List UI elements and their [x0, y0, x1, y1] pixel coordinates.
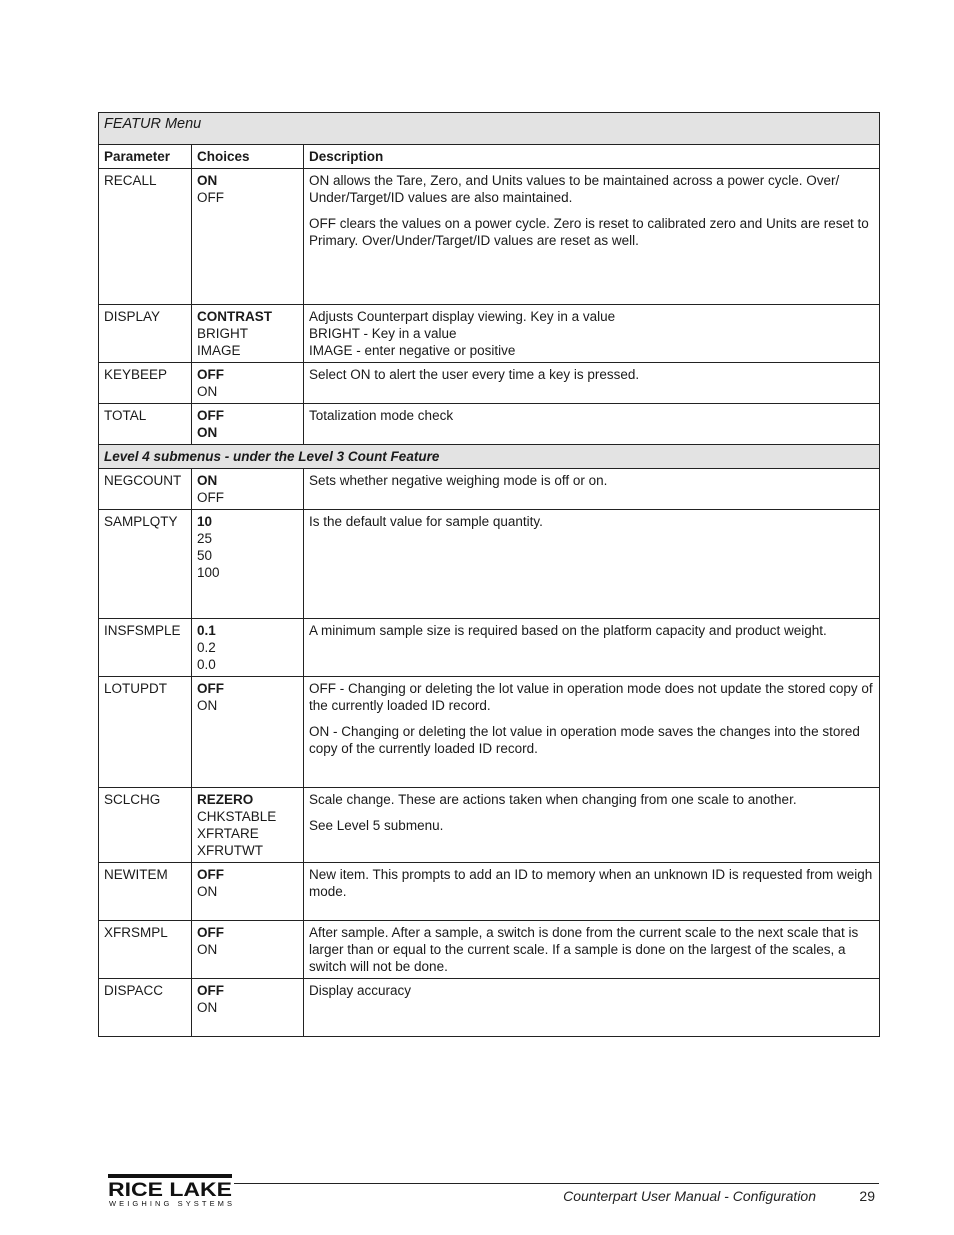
table-header-row: [99, 145, 880, 169]
choice-item: ON: [197, 473, 218, 488]
description-paragraph: ON - Changing or deleting the lot value in operation mode saves the changes into the stored copy of the currently loaded ID record.: [309, 724, 860, 756]
description-cell: [304, 619, 880, 677]
header-parameter: Parameter: [99, 145, 192, 169]
page-number: 29: [859, 1188, 875, 1204]
table-row: [99, 305, 880, 363]
choices-cell: [192, 363, 304, 404]
choices-cell: [192, 619, 304, 677]
submenu-header: Level 4 submenus - under the Level 3 Count Feature: [99, 445, 880, 469]
parameter-cell: DISPACC: [99, 979, 192, 1037]
description-cell: [304, 677, 880, 788]
choice-item: XFRTARE: [197, 826, 259, 841]
parameter-cell: SCLCHG: [99, 788, 192, 863]
choice-item: ON: [197, 173, 218, 188]
description-line: IMAGE - enter negative or positive: [309, 343, 516, 358]
description-cell: [304, 510, 880, 619]
choices-cell: [192, 305, 304, 363]
parameter-cell: NEGCOUNT: [99, 469, 192, 510]
choice-item: ON: [197, 1000, 218, 1015]
choice-item: REZERO: [197, 792, 254, 807]
description-cell: [304, 169, 880, 305]
parameter-cell: DISPLAY: [99, 305, 192, 363]
rice-lake-logo: [108, 1174, 236, 1208]
footer-rule: [234, 1183, 879, 1184]
choice-item: OFF: [197, 367, 224, 382]
choice-item: 50: [197, 548, 213, 563]
description-paragraph: OFF - Changing or deleting the lot value in operation mode does not update the stored copy of the currently loaded ID record.: [309, 681, 873, 713]
choice-item: ON: [197, 698, 218, 713]
parameter-cell: KEYBEEP: [99, 363, 192, 404]
choice-item: 0.2: [197, 640, 216, 655]
choice-item: XFRUTWT: [197, 843, 263, 858]
choice-item: 25: [197, 531, 213, 546]
choice-item: OFF: [197, 681, 224, 696]
choice-item: OFF: [197, 490, 224, 505]
description-paragraph: Display accuracy: [309, 983, 412, 998]
featur-menu-table: [98, 112, 880, 1037]
description-line: Adjusts Counterpart display viewing. Key in a value: [309, 309, 616, 324]
table-row: [99, 469, 880, 510]
description-cell: [304, 404, 880, 445]
description-cell: [304, 305, 880, 363]
description-cell: [304, 921, 880, 979]
footer-title: Counterpart User Manual - Configuration: [563, 1188, 816, 1204]
description-cell: [304, 363, 880, 404]
description-cell: [304, 788, 880, 863]
parameter-cell: INSFSMPLE: [99, 619, 192, 677]
table-row: [99, 863, 880, 921]
choice-item: CHKSTABLE: [197, 809, 277, 824]
choice-item: OFF: [197, 925, 224, 940]
choices-cell: [192, 921, 304, 979]
table-row: [99, 619, 880, 677]
choice-item: CONTRAST: [197, 309, 272, 324]
description-cell: [304, 863, 880, 921]
description-paragraph: ON allows the Tare, Zero, and Units values to be maintained across a power cycle. Over/ Under/Target/ID values are also maintained.: [309, 173, 840, 205]
description-paragraph: Select ON to alert the user every time a key is pressed.: [309, 367, 640, 382]
choice-item: ON: [197, 425, 218, 440]
choices-cell: [192, 788, 304, 863]
description-line: BRIGHT - Key in a value: [309, 326, 457, 341]
description-cell: [304, 979, 880, 1037]
choice-item: 10: [197, 514, 213, 529]
description-paragraph: Sets whether negative weighing mode is off or on.: [309, 473, 608, 488]
description-paragraph: A minimum sample size is required based on the platform capacity and product weight.: [309, 623, 827, 638]
header-description: Description: [304, 145, 880, 169]
choice-item: 100: [197, 565, 220, 580]
table-row: [99, 921, 880, 979]
table-caption-row: [99, 113, 880, 145]
choice-item: 0.1: [197, 623, 216, 638]
choices-cell: [192, 169, 304, 305]
choices-cell: [192, 510, 304, 619]
table-caption: FEATUR Menu: [99, 113, 880, 145]
choice-item: IMAGE: [197, 343, 241, 358]
choice-item: OFF: [197, 983, 224, 998]
submenu-header-row: [99, 445, 880, 469]
header-choices: Choices: [192, 145, 304, 169]
table-row: [99, 510, 880, 619]
logo-subtext: WEIGHING SYSTEMS: [109, 1199, 232, 1208]
parameter-cell: XFRSMPL: [99, 921, 192, 979]
table-row: [99, 169, 880, 305]
description-paragraph: After sample. After a sample, a switch is done from the current scale to the next scale that is larger than or equal to the current scale. If a sample is done on the largest of the scales, a switch will not be done.: [309, 925, 859, 974]
choices-cell: [192, 469, 304, 510]
logo-text: RICE LAKE: [108, 1180, 232, 1201]
choice-item: ON: [197, 884, 218, 899]
choice-item: OFF: [197, 408, 224, 423]
table-row: [99, 404, 880, 445]
choice-item: ON: [197, 384, 218, 399]
choices-cell: [192, 979, 304, 1037]
description-paragraph: Is the default value for sample quantity.: [309, 514, 543, 529]
table-row: [99, 363, 880, 404]
description-paragraph: OFF clears the values on a power cycle. Zero is reset to calibrated zero and Units are reset to Primary. Over/Under/Target/ID values are reset as well.: [309, 216, 869, 248]
parameter-cell: TOTAL: [99, 404, 192, 445]
parameter-cell: RECALL: [99, 169, 192, 305]
choice-item: ON: [197, 942, 218, 957]
choices-cell: [192, 404, 304, 445]
table-row: [99, 979, 880, 1037]
description-paragraph: New item. This prompts to add an ID to memory when an unknown ID is requested from weigh mode.: [309, 867, 873, 899]
choice-item: OFF: [197, 190, 224, 205]
choices-cell: [192, 677, 304, 788]
choice-item: OFF: [197, 867, 224, 882]
choices-cell: [192, 863, 304, 921]
table-row: [99, 677, 880, 788]
description-paragraph: See Level 5 submenu.: [309, 818, 444, 833]
description-paragraph: Scale change. These are actions taken when changing from one scale to another.: [309, 792, 797, 807]
choice-item: 0.0: [197, 657, 216, 672]
parameter-cell: SAMPLQTY: [99, 510, 192, 619]
description-paragraph: Totalization mode check: [309, 408, 454, 423]
description-cell: [304, 469, 880, 510]
table-row: [99, 788, 880, 863]
parameter-cell: NEWITEM: [99, 863, 192, 921]
parameter-cell: LOTUPDT: [99, 677, 192, 788]
choice-item: BRIGHT: [197, 326, 249, 341]
